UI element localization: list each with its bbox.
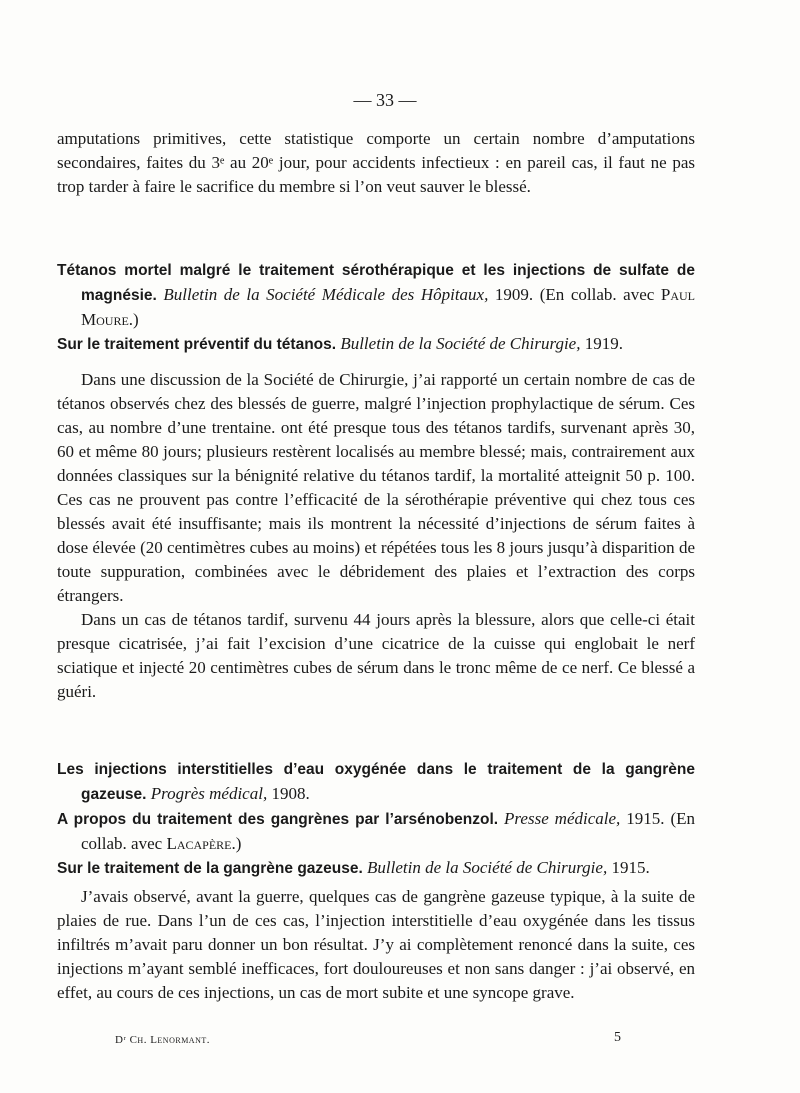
bib-entry-arsenobenzol bbox=[57, 807, 695, 856]
bib-collab: (En collab. avec bbox=[81, 809, 695, 853]
paragraph-text: amputations primitives, cette statistique comporte un certain nombre d’amputations secondaires, faites du 3ᵉ au 20ᵉ jour, pour accidents infectieux : en pareil cas, il faut ne pas trop tarder à faire le sacrifice du membre si l’on veut sauver le blessé. bbox=[57, 129, 695, 196]
bib-entry-traitement-preventif bbox=[57, 332, 695, 357]
bib-journal: Progrès médical, bbox=[150, 784, 268, 803]
section-tetanus-discussion bbox=[57, 368, 695, 704]
bib-journal: Bulletin de la Société de Chirurgie, bbox=[340, 334, 581, 353]
bib-title: A propos du traitement des gangrènes par l’arsénobenzol. bbox=[57, 811, 499, 828]
bib-title: Sur le traitement préventif du tétanos. bbox=[57, 336, 337, 353]
paragraph-amputations bbox=[57, 127, 695, 199]
paragraph-tardif-case: Dans un cas de tétanos tardif, survenu 44 jours après la blessure, alors que celle-ci était presque cicatrisée, j’ai fait l’excision d’une cicatrice de la cuisse qui englobait le nerf sciatique et injecté 20 centimètres cubes de sérum dans le tronc même de ce nerf. Ce blessé a guéri. bbox=[57, 610, 695, 701]
bib-collab-name: Lacapère bbox=[166, 834, 232, 853]
bib-entry-gangrene-gazeuse bbox=[57, 856, 695, 881]
bib-entry-tetanos-mortel bbox=[57, 258, 695, 332]
bib-journal: Presse médicale, bbox=[504, 809, 621, 828]
bib-journal: Bulletin de la Société de Chirurgie, bbox=[367, 858, 608, 877]
bibliography-group-tetanus bbox=[57, 258, 695, 357]
section-gangrene-observation bbox=[57, 885, 695, 1005]
footer-signature-mark: 5 bbox=[614, 1030, 621, 1045]
bib-title: Sur le traitement de la gangrène gazeuse. bbox=[57, 860, 363, 877]
bib-year: 1919. bbox=[584, 334, 623, 353]
paragraph-discussion: Dans une discussion de la Société de Chirurgie, j’ai rapporté un certain nombre de cas de tétanos observés chez des blessés de guerre, malgré l’injection prophylactique de sérum. Ces cas, au nombre d’une trentaine. ont été presque tous des tétanos tardifs, survenant après 30, 60 et même 80 jours; plusieurs restèrent localisés au membre blessé; mais, contrairement aux données classiques sur la bénignité relative du tétanos tardif, la mortalité atteignit 50 p. 100. Ces cas ne prouvent pas contre l’efficacité de la sérothérapie préventive qui chez tous ces blessés avait été insuffisante; mais ils montrent la nécessité d’injections de sérum faites à dose élevée (20 centimètres cubes au moins) et répétées tous les 8 jours jusqu’à disparition de toute suppuration, combinées avec le débridement des plaies et l’extraction des corps étrangers. bbox=[57, 370, 695, 605]
page-number: — 33 — bbox=[353, 90, 417, 110]
bib-entry-eau-oxygenee bbox=[57, 757, 695, 807]
paragraph-gangrene: J’avais observé, avant la guerre, quelques cas de gangrène gazeuse typique, à la suite de plaies de rue. Dans l’un de ces cas, l’injection interstitielle d’eau oxygénée dans les tissus infiltrés m’avait paru donner un bon résultat. J’y ai complètement renoncé dans la suite, ces injections m’ayant semblé inefficaces, fort douloureuses et non sans danger : j’ai observé, en effet, au cours de ces injections, un cas de mort subite et une syncope grave. bbox=[57, 887, 695, 1002]
bib-collab-suffix: .) bbox=[128, 310, 139, 329]
bib-year: 1909. bbox=[494, 285, 534, 304]
footer-author: Dʳ Ch. Lenormant. bbox=[115, 1034, 210, 1046]
bib-collab-name: Paul Moure bbox=[81, 285, 695, 329]
bib-collab-suffix: .) bbox=[231, 834, 242, 853]
bibliography-group-gangrene bbox=[57, 757, 695, 881]
bib-title: Les injections interstitielles d’eau oxygénée dans le traitement de la gangrène gazeuse. bbox=[57, 761, 695, 803]
bib-year: 1915. bbox=[626, 809, 665, 828]
bib-journal: Bulletin de la Société Médicale des Hôpitaux, bbox=[163, 285, 489, 304]
bib-year: 1915. bbox=[611, 858, 650, 877]
bib-year: 1908. bbox=[271, 784, 310, 803]
bib-collab: (En collab. avec bbox=[539, 285, 655, 304]
bib-title: Tétanos mortel malgré le traitement sérothérapique et les injections de sulfate de magnésie. bbox=[57, 262, 695, 304]
